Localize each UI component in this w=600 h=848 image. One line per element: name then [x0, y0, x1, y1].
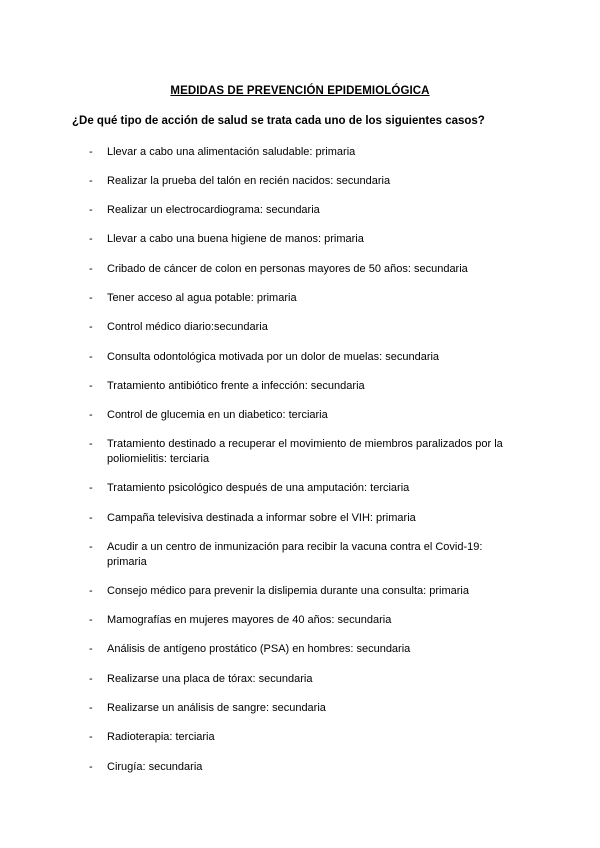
- list-item-text: Control de glucemia en un diabetico: terciaria: [107, 409, 328, 421]
- bullet-dash: -: [89, 292, 93, 304]
- list-item-text: Tener acceso al agua potable: primaria: [107, 292, 297, 304]
- document-question: ¿De qué tipo de acción de salud se trata cada uno de los siguientes casos?: [72, 115, 485, 127]
- list-item-text: Tratamiento antibiótico frente a infección: secundaria: [107, 380, 365, 392]
- document-title: MEDIDAS DE PREVENCIÓN EPIDEMIOLÓGICA: [170, 85, 430, 97]
- bullet-dash: -: [89, 263, 93, 275]
- list-item-text: Acudir a un centro de inmunización para recibir la vacuna contra el Covid-19: primaria: [107, 541, 483, 568]
- list-item-text: Cirugía: secundaria: [107, 761, 203, 773]
- bullet-dash: -: [89, 731, 93, 743]
- list-item-text: Tratamiento psicológico después de una amputación: terciaria: [107, 482, 410, 494]
- bullet-dash: -: [89, 643, 93, 655]
- list-item-text: Consejo médico para prevenir la dislipemia durante una consulta: primaria: [107, 585, 469, 597]
- bullet-dash: -: [89, 146, 93, 158]
- bullet-dash: -: [89, 351, 93, 363]
- bullet-dash: -: [89, 233, 93, 245]
- list-item-text: Llevar a cabo una alimentación saludable: primaria: [107, 146, 356, 158]
- bullet-dash: -: [89, 512, 93, 524]
- bullet-dash: -: [89, 614, 93, 626]
- list-item-text: Realizarse una placa de tórax: secundaria: [107, 673, 313, 685]
- list-item-text: Realizar un electrocardiograma: secundaria: [107, 204, 320, 216]
- bullet-dash: -: [89, 380, 93, 392]
- bullet-dash: -: [89, 204, 93, 216]
- bullet-dash: -: [89, 541, 93, 553]
- list-item-text: Análisis de antígeno prostático (PSA) en hombres: secundaria: [107, 643, 411, 655]
- list-item-text: Control médico diario:secundaria: [107, 321, 268, 333]
- bullet-dash: -: [89, 321, 93, 333]
- list-item-text: Radioterapia: terciaria: [107, 731, 215, 743]
- bullet-dash: -: [89, 409, 93, 421]
- bullet-dash: -: [89, 175, 93, 187]
- bullet-dash: -: [89, 438, 93, 450]
- list-item-text: Realizarse un análisis de sangre: secundaria: [107, 702, 326, 714]
- list-item-text: Mamografías en mujeres mayores de 40 años: secundaria: [107, 614, 392, 626]
- bullet-dash: -: [89, 702, 93, 714]
- list-item-text: Realizar la prueba del talón en recién nacidos: secundaria: [107, 175, 391, 187]
- bullet-dash: -: [89, 761, 93, 773]
- bullet-dash: -: [89, 585, 93, 597]
- list-item-text: Consulta odontológica motivada por un dolor de muelas: secundaria: [107, 351, 440, 363]
- list-item-text: Tratamiento destinado a recuperar el movimiento de miembros paralizados por la poliomielitis: terciaria: [107, 438, 503, 465]
- list-item-text: Llevar a cabo una buena higiene de manos: primaria: [107, 233, 364, 245]
- bullet-dash: -: [89, 482, 93, 494]
- bullet-dash: -: [89, 673, 93, 685]
- list-item-text: Cribado de cáncer de colon en personas mayores de 50 años: secundaria: [107, 263, 468, 275]
- list-item-text: Campaña televisiva destinada a informar sobre el VIH: primaria: [107, 512, 416, 524]
